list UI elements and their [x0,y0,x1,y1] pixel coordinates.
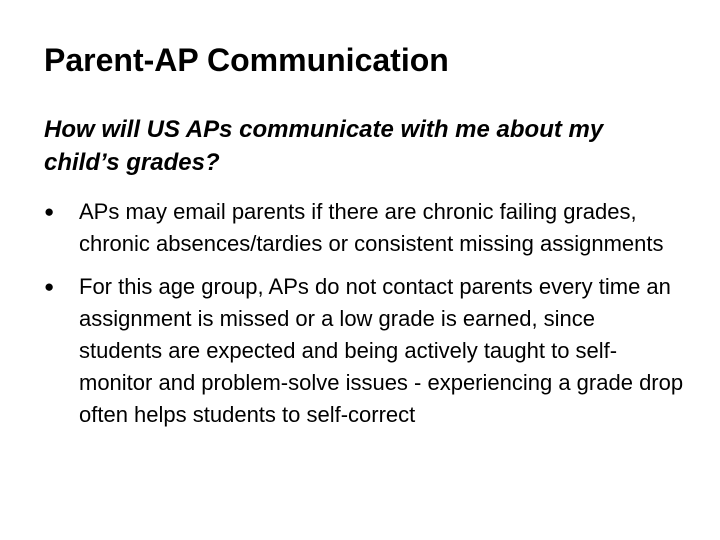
slide-title: Parent-AP Communication [44,42,449,78]
bullet-text: APs may email parents if there are chronic failing grades, chronic absences/tardies or consistent missing assignments [79,199,664,256]
bullet-item [44,196,684,260]
bullet-dot-icon: ● [44,202,55,221]
bullet-item [44,271,684,431]
slide-subtitle: How will US APs communicate with me about my child’s grades? [44,116,604,176]
bullet-dot-icon: ● [44,277,55,296]
bullet-list [44,196,684,442]
bullet-text: For this age group, APs do not contact parents every time an assignment is missed or a low grade is earned, since students are expected and being actively taught to self-monitor and problem-solve issues - experiencing a grade drop often helps students to self-correct [79,274,684,427]
